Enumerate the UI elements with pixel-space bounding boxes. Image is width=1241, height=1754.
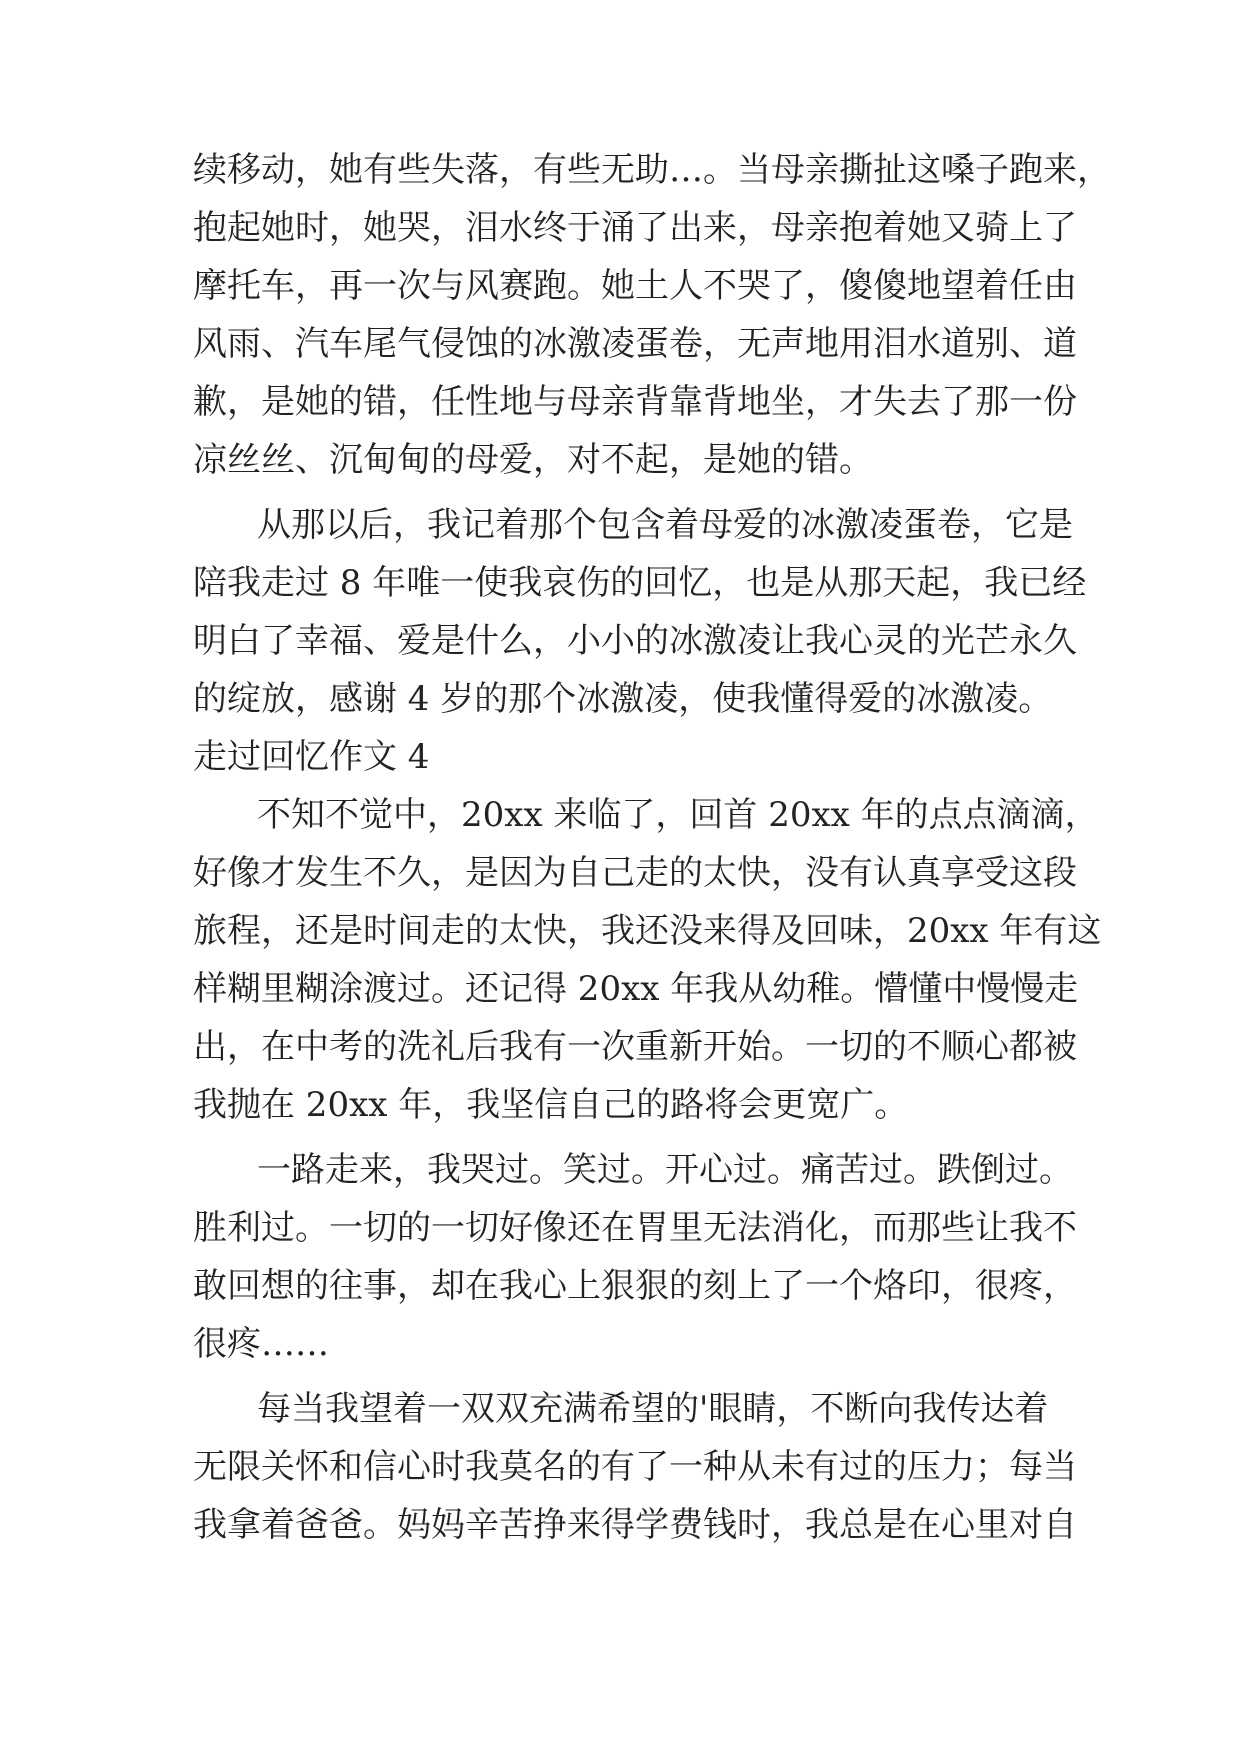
text-line: 旅程，还是时间走的太快，我还没来得及回味，20xx 年有这 bbox=[193, 911, 1102, 951]
text-line: 好像才发生不久，是因为自己走的太快，没有认真享受这段 bbox=[193, 853, 1077, 893]
paragraph-start-line: 每当我望着一双双充满希望的'眼睛，不断向我传达着 bbox=[257, 1389, 1049, 1429]
text-line: 歉，是她的错，任性地与母亲背靠背地坐，才失去了那一份 bbox=[193, 382, 1077, 422]
text-line: 胜利过。一切的一切好像还在胃里无法消化，而那些让我不 bbox=[193, 1208, 1077, 1248]
text-line: 很疼…… bbox=[193, 1324, 329, 1364]
text-line: 我拿着爸爸。妈妈辛苦挣来得学费钱时，我总是在心里对自 bbox=[193, 1505, 1077, 1545]
text-line: 无限关怀和信心时我莫名的有了一种从未有过的压力；每当 bbox=[193, 1447, 1077, 1487]
text-line: 样糊里糊涂渡过。还记得 20xx 年我从幼稚。懵懂中慢慢走 bbox=[193, 969, 1079, 1009]
text-line: 我抛在 20xx 年，我坚信自己的路将会更宽广。 bbox=[193, 1085, 909, 1125]
text-line: 明白了幸福、爱是什么，小小的冰激凌让我心灵的光芒永久 bbox=[193, 621, 1077, 661]
text-line: 凉丝丝、沉甸甸的母爱，对不起，是她的错。 bbox=[193, 440, 873, 480]
paragraph-start-line: 一路走来，我哭过。笑过。开心过。痛苦过。跌倒过。 bbox=[257, 1150, 1073, 1190]
text-line: 续移动，她有些失落，有些无助…。当母亲撕扯这嗓子跑来， bbox=[193, 150, 1111, 190]
section-heading: 走过回忆作文 4 bbox=[193, 737, 430, 777]
text-line: 敢回想的往事，却在我心上狠狠的刻上了一个烙印，很疼， bbox=[193, 1266, 1077, 1306]
text-line: 摩托车，再一次与风赛跑。她土人不哭了，傻傻地望着任由 bbox=[193, 266, 1077, 306]
text-line: 陪我走过 8 年唯一使我哀伤的回忆，也是从那天起，我已经 bbox=[193, 563, 1087, 603]
text-line: 风雨、汽车尾气侵蚀的冰激凌蛋卷，无声地用泪水道别、道 bbox=[193, 324, 1077, 364]
paragraph-start-line: 从那以后，我记着那个包含着母爱的冰激凌蛋卷，它是 bbox=[257, 505, 1073, 545]
text-line: 出，在中考的洗礼后我有一次重新开始。一切的不顺心都被 bbox=[193, 1027, 1077, 1067]
text-line: 的绽放，感谢 4 岁的那个冰激凌，使我懂得爱的冰激凌。 bbox=[193, 679, 1053, 719]
text-line: 抱起她时，她哭，泪水终于涌了出来，母亲抱着她又骑上了 bbox=[193, 208, 1077, 248]
paragraph-start-line: 不知不觉中，20xx 来临了，回首 20xx 年的点点滴滴， bbox=[257, 795, 1099, 835]
